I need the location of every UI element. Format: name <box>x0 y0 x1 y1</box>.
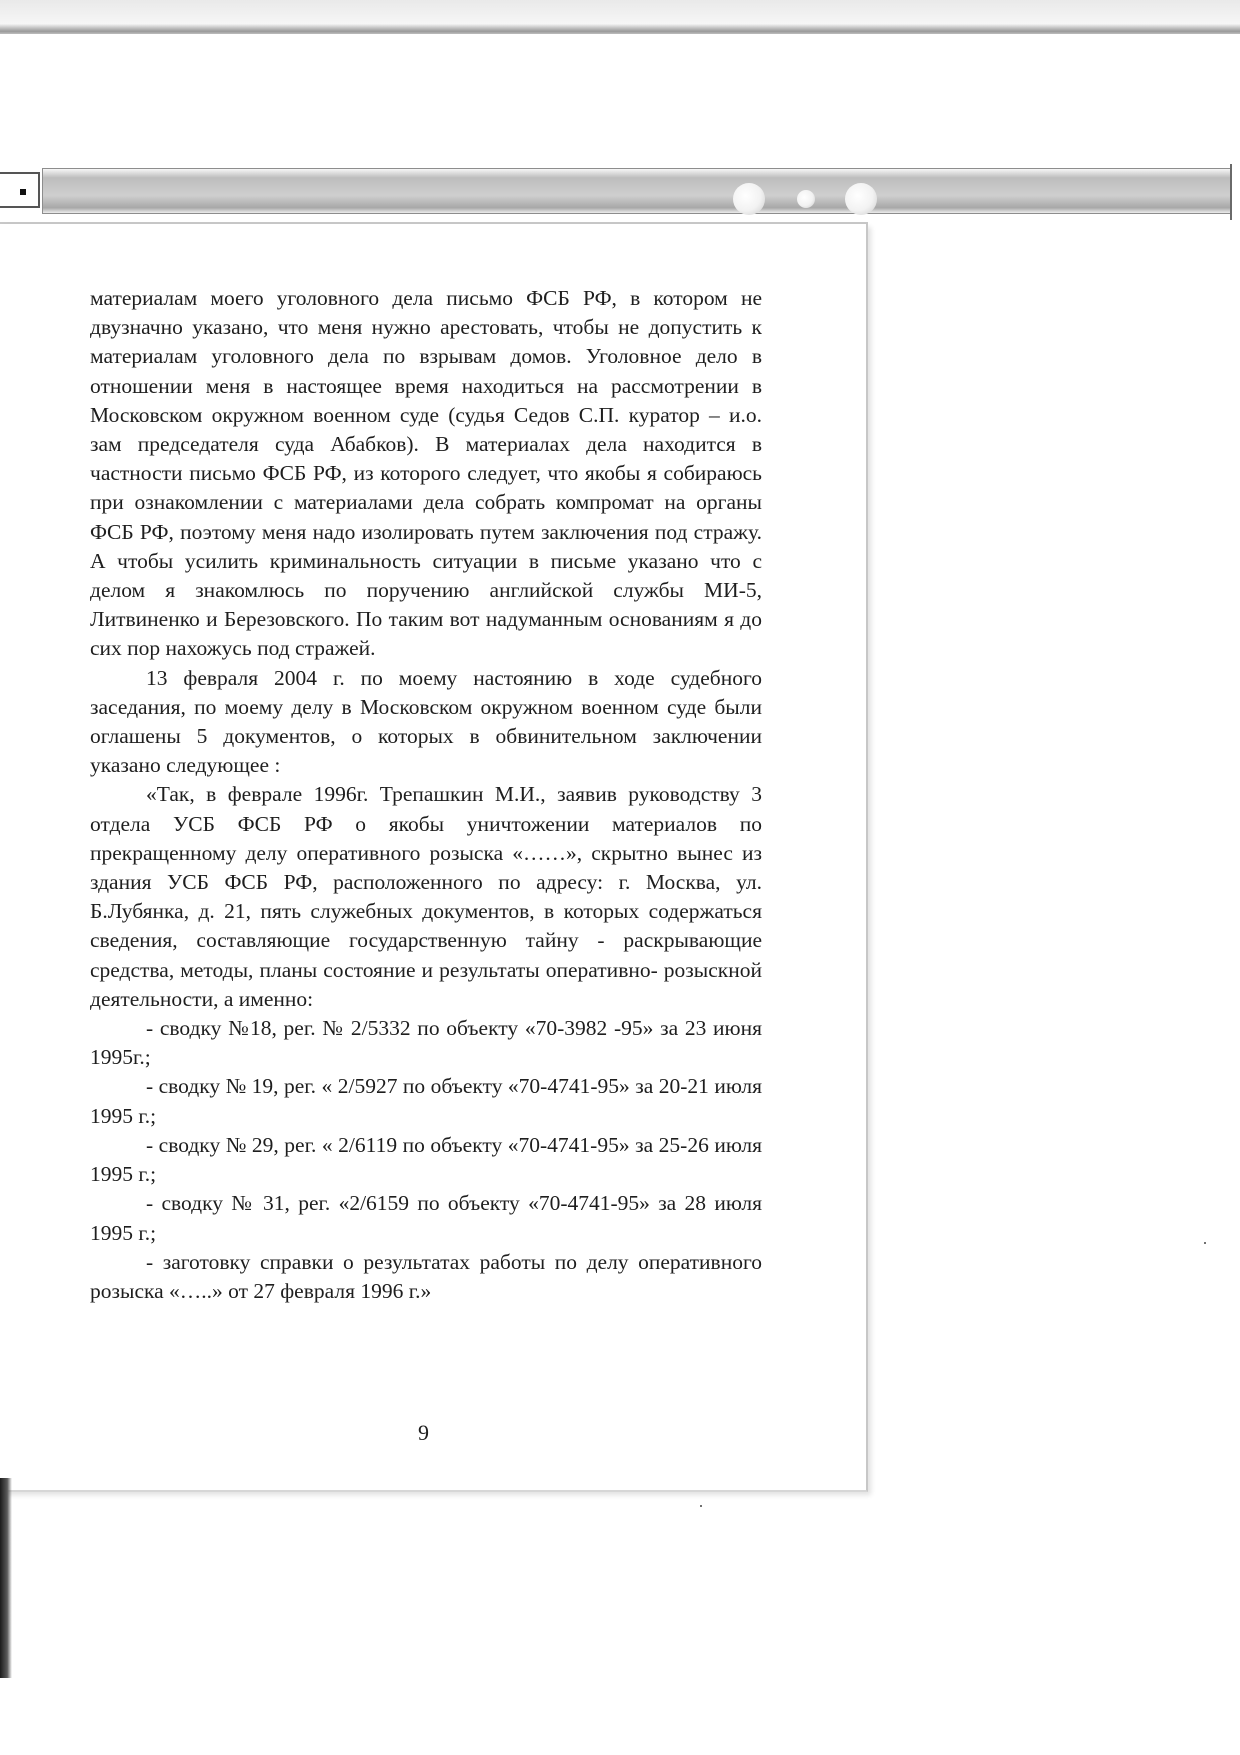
list-item: - сводку № 29, рег. « 2/6119 по объекту «70-4741-95» за 25-26 июля 1995 г.; <box>90 1132 762 1187</box>
scan-speck <box>700 1505 702 1507</box>
page-body <box>90 284 762 1306</box>
binder-bar <box>42 168 1232 214</box>
list-item: - заготовку справки о результатах работы по делу оперативного розыска «…..» от 27 февраля 1996 г.» <box>90 1249 762 1303</box>
paragraph: «Так, в феврале 1996г. Трепашкин М.И., заявив руководству 3 отдела УСБ ФСБ РФ о якобы уничтожении материалов по прекращенному делу оперативного розыска «……», скрытно вынес из здания УСБ ФСБ РФ, расположенного по адресу: г. Москва, ул. Б.Лубянка, д. 21, пять служебных документов, в которых содержаться сведения, составляющие государственную тайну - раскрывающие средства, методы, планы состояние и результаты оперативно- розыскной деятельности, а именно: <box>90 782 762 1011</box>
list-item: - сводку № 19, рег. « 2/5927 по объекту «70-4741-95» за 20-21 июля 1995 г.; <box>90 1074 762 1128</box>
binder-ring-icon <box>797 190 815 208</box>
paragraph: 13 февраля 2004 г. по моему настоянию в ходе судебного заседания, по моему делу в Московском окружном военном суде были оглашены 5 документов, о которых в обвинительном заключении указано следующее : <box>90 665 762 778</box>
binder-ring-icon <box>733 183 765 215</box>
binder-left-tab <box>0 172 40 208</box>
scan-speck <box>1204 1242 1206 1244</box>
document-page <box>0 224 868 1492</box>
list-item: - сводку № 31, рег. «2/6159 по объекту «70-4741-95» за 28 июля 1995 г.; <box>90 1191 762 1245</box>
list-item: - сводку №18, рег. № 2/5332 по объекту «70-3982 -95» за 23 июня 1995г.; <box>90 1016 762 1070</box>
page-number: 9 <box>418 1420 429 1445</box>
binder-end <box>1216 164 1232 220</box>
scan-shadow <box>0 1478 12 1678</box>
binder-ring-icon <box>845 183 877 215</box>
binder-strip <box>0 162 1240 222</box>
paragraph: материалам моего уголовного дела письмо ФСБ РФ, в котором не двузначно указано, что меня нужно арестовать, чтобы не допустить к материалам уголовного дела по взрывам домов. Уголовное дело в отношении меня в настоящее время находиться на рассмотрении в Московском окружном военном суде (судья Седов С.П. куратор – и.о. зам председателя суда Абабков). В материалах дела находится в частности письмо ФСБ РФ, из которого следует, что якобы я собираюсь при ознакомлении с материалами дела собрать компромат на органы ФСБ РФ, поэтому меня надо изолировать путем заключения под стражу. А чтобы усилить криминальность ситуации в письме указано что с делом я знакомлюсь по поручению английской службы МИ-5, Литвиненко и Березовского. По таким вот надуманным основаниям я до сих пор нахожусь под стражей. <box>90 286 762 661</box>
scan-top-edge <box>0 0 1240 34</box>
